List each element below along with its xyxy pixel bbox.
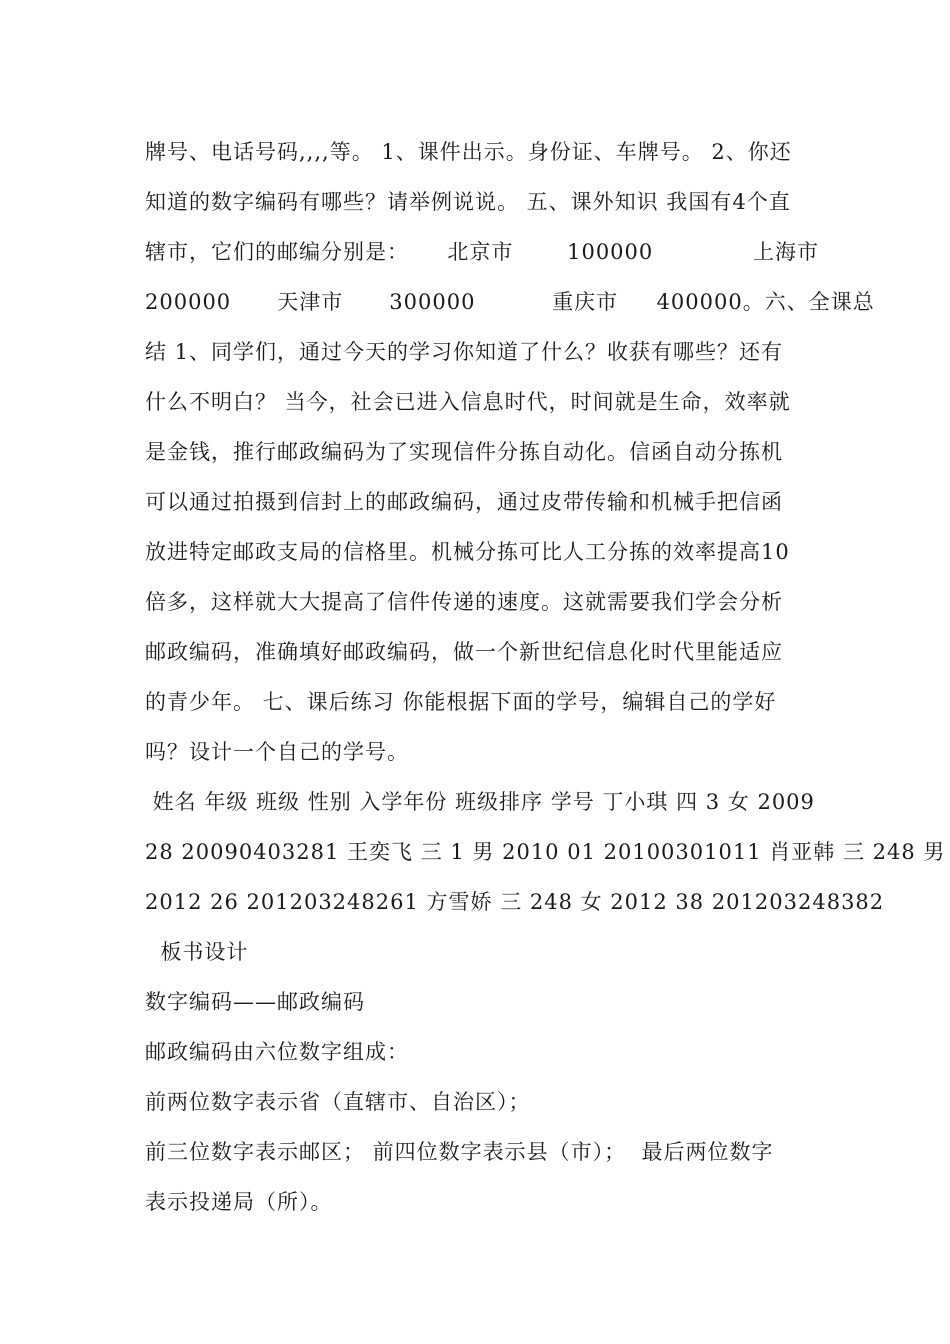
text-line: 结 1、同学们，通过今天的学习你知道了什么？收获有哪些？还有 (145, 340, 784, 364)
text-line: 邮政编码，准确填好邮政编码，做一个新世纪信息化时代里能适应 (145, 640, 783, 664)
text-line: 28 20090403281 王奕飞 三 1 男 2010 01 20100301011 肖亚韩 三 248 男 (145, 840, 946, 864)
document-body (145, 127, 946, 1227)
text-line: 什么不明白？ 当今，社会已进入信息时代，时间就是生命，效率就 (145, 390, 791, 414)
text-line: 表示投递局（所）。 (145, 1190, 333, 1214)
paragraph-lesson-text (145, 127, 875, 777)
section-heading: 板书设计 (145, 940, 249, 964)
text-line: 前两位数字表示省（直辖市、自治区）； (145, 1090, 531, 1114)
text-line: 200000 天津市 300000 重庆市 400000。六、全课总 (145, 290, 875, 314)
board-design-section (145, 927, 807, 1227)
text-line: 前三位数字表示邮区； 前四位数字表示县（市）； 最后两位数字 (145, 1140, 774, 1164)
text-line: 2012 26 201203248261 方雪娇 三 248 女 2012 38 201203248382 (145, 890, 885, 914)
text-line: 知道的数字编码有哪些？请举例说说。 五、课外知识 我国有4个直 (145, 190, 791, 214)
text-line: 是金钱，推行邮政编码为了实现信件分拣自动化。信函自动分拣机 (145, 440, 783, 464)
text-line: 可以通过拍摄到信封上的邮政编码，通过皮带传输和机械手把信函 (145, 490, 783, 514)
text-line: 的青少年。 七、课后练习 你能根据下面的学号，编辑自己的学好 (145, 690, 777, 714)
text-line: 辖市，它们的邮编分别是： 北京市 100000 上海市 (145, 240, 820, 264)
text-line: 邮政编码由六位数字组成： (145, 1040, 409, 1064)
text-line: 牌号、电话号码,,,,等。 1、课件出示。身份证、车牌号。 2、你还 (145, 140, 792, 164)
text-line: 数字编码——邮政编码 (145, 990, 365, 1014)
text-line: 吗？设计一个自己的学号。 (145, 740, 409, 764)
text-line: 放进特定邮政支局的信格里。机械分拣可比人工分拣的效率提高10 (145, 540, 790, 564)
text-line: 倍多，这样就大大提高了信件传递的速度。这就需要我们学会分析 (145, 590, 783, 614)
text-line: 姓名 年级 班级 性别 入学年份 班级排序 学号 丁小琪 四 3 女 2009 (145, 790, 815, 814)
paragraph-student-ids (145, 777, 946, 927)
